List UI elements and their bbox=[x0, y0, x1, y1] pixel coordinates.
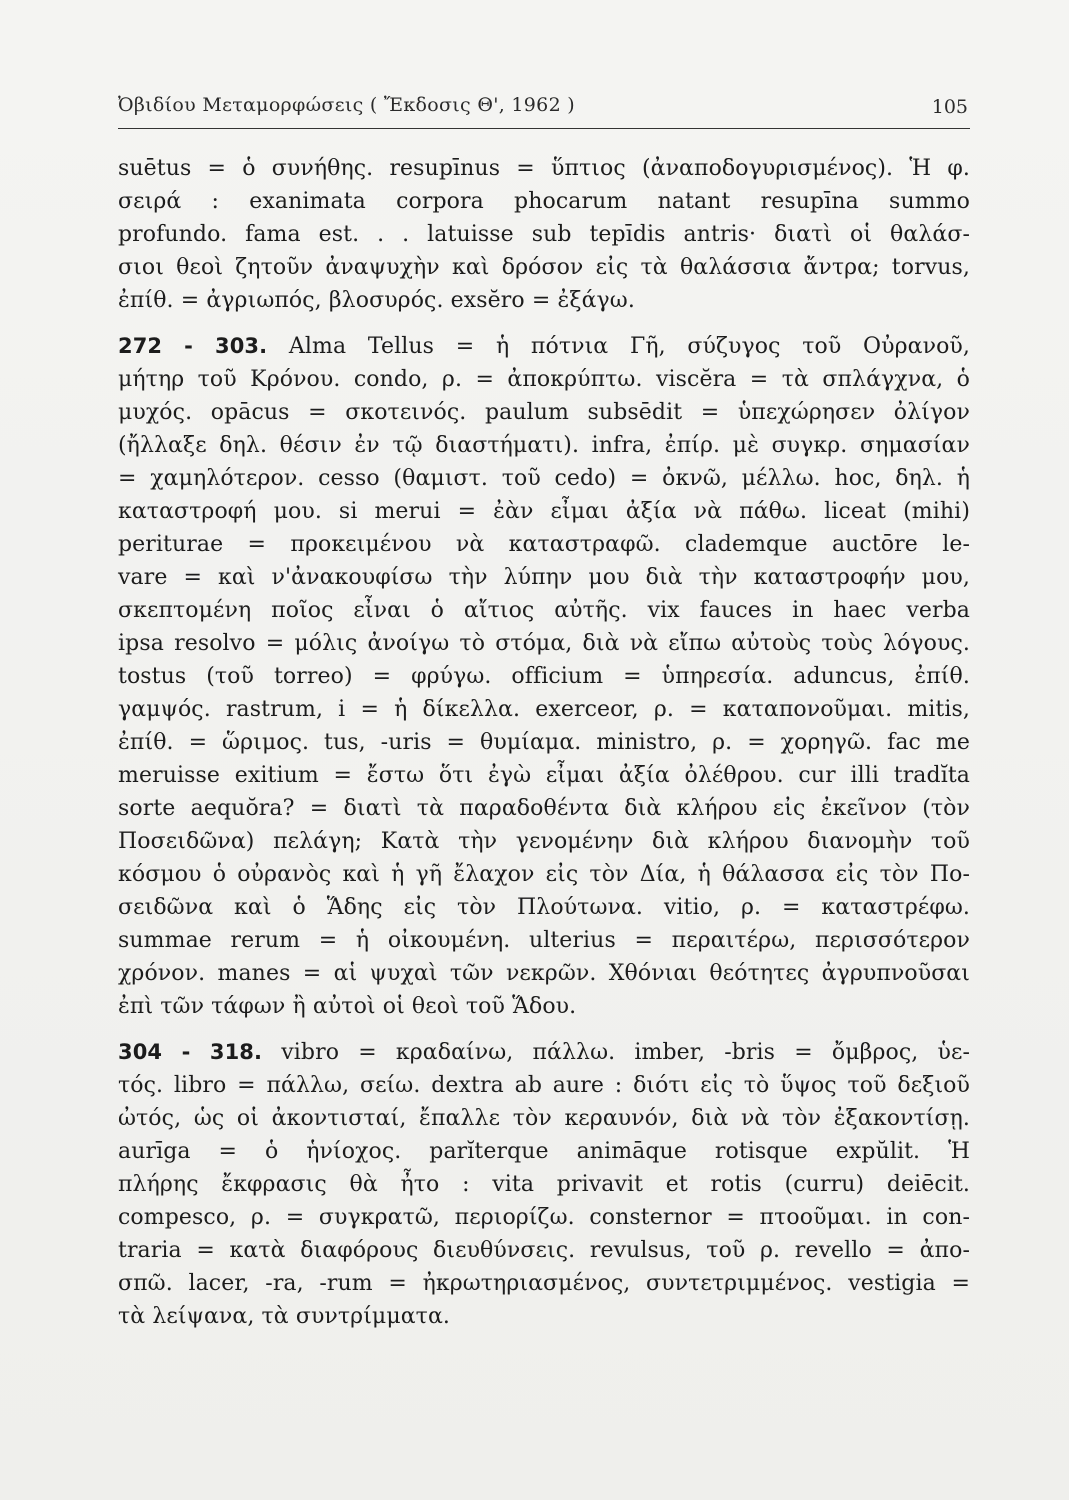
text-line: ἐπὶ τῶν τάφων ἢ αὐτοὶ οἱ θεοὶ τοῦ Ἅδου. bbox=[118, 994, 577, 1019]
text-line: summae rerum = ἡ οἰκουμένη. ulterius = περαιτέρω, περισσότερον bbox=[118, 928, 970, 953]
verse-range-number: 304 - 318. bbox=[118, 1040, 263, 1064]
text-line: ἐπίθ. = ὥριμος. tus, -uris = θυμίαμα. ministro, ρ. = χορηγῶ. fac me bbox=[118, 730, 970, 755]
text-line: ἐπίθ. = ἀγριωπός, βλοσυρός. exsĕro = ἐξάγω. bbox=[118, 288, 635, 313]
commentary-body bbox=[118, 152, 970, 1333]
text-line: σπῶ. lacer, -ra, -rum = ἠκρωτηριασμένος, συντετριμμένος. vestigia = bbox=[118, 1271, 970, 1296]
paragraph-304-318 bbox=[118, 1036, 970, 1333]
text-line: τὰ λείψανα, τὰ συντρίμματα. bbox=[118, 1304, 451, 1329]
text-line: μυχός. opācus = σκοτεινός. paulum subsēdit = ὑπεχώρησεν ὀλίγον bbox=[118, 400, 970, 425]
text-line: καταστροφή μου. si merui = ἐὰν εἶμαι ἀξία νὰ πάθω. liceat (mihi) bbox=[118, 499, 970, 524]
text-line: σειδῶνα καὶ ὁ Ἅδης εἰς τὸν Πλούτωνα. vitio, ρ. = καταστρέφω. bbox=[118, 895, 970, 920]
text-line: σιοι θεοὶ ζητοῦν ἀναψυχὴν καὶ δρόσον εἰς τὰ θαλάσσια ἄντρα; torvus, bbox=[118, 255, 970, 280]
page-number: 105 bbox=[931, 96, 968, 118]
text-line: profundo. fama est. . . latuisse sub tepīdis antris· διατὶ οἱ θαλάσ- bbox=[118, 222, 970, 247]
text-line: compesco, ρ. = συγκρατῶ, περιορίζω. consternor = πτοοῦμαι. in con- bbox=[118, 1205, 970, 1230]
text-line: κόσμου ὁ οὐρανὸς καὶ ἡ γῆ ἔλαχον εἰς τὸν Δία, ἡ θάλασσα εἰς τὸν Πο- bbox=[118, 862, 970, 887]
text-line: sorte aequŏra? = διατὶ τὰ παραδοθέντα διὰ κλήρου εἰς ἐκεῖνον (τὸν bbox=[118, 796, 970, 821]
text-line: ὠτός, ὡς οἱ ἀκοντισταί, ἔπαλλε τὸν κεραυνόν, διὰ νὰ τὸν ἐξακοντίσῃ. bbox=[118, 1106, 970, 1131]
text-line: ipsa resolvo = μόλις ἀνοίγω τὸ στόμα, διὰ νὰ εἴπω αὐτοὺς τοὺς λόγους. bbox=[118, 631, 970, 656]
text-line: periturae = προκειμένου νὰ καταστραφῶ. clademque auctōre le- bbox=[118, 532, 970, 557]
text-line: γαμψός. rastrum, i = ἡ δίκελλα. exerceor, ρ. = καταπονοῦμαι. mitis, bbox=[118, 697, 970, 722]
text-line: Ποσειδῶνα) πελάγη; Κατὰ τὴν γενομένην διὰ κλήρου διανομὴν τοῦ bbox=[118, 829, 970, 854]
text-line-content: Alma Tellus = ἡ πότνια Γῆ, σύζυγος τοῦ Οὐρανοῦ, bbox=[288, 334, 970, 359]
text-line: μήτηρ τοῦ Κρόνου. condo, ρ. = ἀποκρύπτω. viscĕra = τὰ σπλάγχνα, ὁ bbox=[118, 367, 970, 392]
text-line: πλήρης ἔκφρασις θὰ ἦτο : vita privavit et rotis (curru) deiēcit. bbox=[118, 1172, 970, 1197]
text-line-first bbox=[118, 330, 970, 363]
text-line: aurīga = ὁ ἡνίοχος. parĭterque animāque rotisque expŭlit. Ἡ bbox=[118, 1139, 970, 1164]
text-line: vare = καὶ ν'ἀνακουφίσω τὴν λύπην μου διὰ τὴν καταστροφήν μου, bbox=[118, 565, 970, 590]
text-line: suētus = ὁ συνήθης. resupīnus = ὕπτιος (ἀναποδογυρισμένος). Ἡ φ. bbox=[118, 156, 970, 181]
text-line: τός. libro = πάλλω, σείω. dextra ab aure : διότι εἰς τὸ ὕψος τοῦ δεξιοῦ bbox=[118, 1073, 970, 1098]
paragraph-continuation bbox=[118, 152, 970, 317]
text-line-content: vibro = κραδαίνω, πάλλω. imber, -bris = ὄμβρος, ὑε- bbox=[281, 1040, 971, 1065]
text-line: σειρά : exanimata corpora phocarum natant resupīna summo bbox=[118, 189, 970, 214]
text-line: σκεπτομένη ποῖος εἶναι ὁ αἴτιος αὐτῆς. vix fauces in haec verba bbox=[118, 598, 970, 623]
running-header-title: Ὀβιδίου Μεταμορφώσεις ( Ἔκδοσις Θ', 1962 ) bbox=[118, 94, 576, 116]
text-line: χρόνον. manes = αἱ ψυχαὶ τῶν νεκρῶν. Χθόνιαι θεότητες ἀγρυπνοῦσαι bbox=[118, 961, 970, 986]
text-line: (ἤλλαξε δηλ. θέσιν ἐν τῷ διαστήματι). infra, ἐπίρ. μὲ συγκρ. σημασίαν bbox=[118, 433, 970, 458]
text-line: = χαμηλότερον. cesso (θαμιστ. τοῦ cedo) = ὀκνῶ, μέλλω. hoc, δηλ. ἡ bbox=[118, 466, 970, 491]
text-line: traria = κατὰ διαφόρους διευθύνσεις. revulsus, τοῦ ρ. revello = ἀπο- bbox=[118, 1238, 970, 1263]
paragraph-272-303 bbox=[118, 330, 970, 1023]
text-line-first bbox=[118, 1036, 970, 1069]
text-line: meruisse exitium = ἔστω ὅτι ἐγὼ εἶμαι ἀξία ὀλέθρου. cur illi tradĭta bbox=[118, 763, 970, 788]
text-line: tostus (τοῦ torreo) = φρύγω. officium = ὑπηρεσία. aduncus, ἐπίθ. bbox=[118, 664, 970, 689]
running-header bbox=[118, 88, 970, 129]
verse-range-number: 272 - 303. bbox=[118, 334, 268, 358]
